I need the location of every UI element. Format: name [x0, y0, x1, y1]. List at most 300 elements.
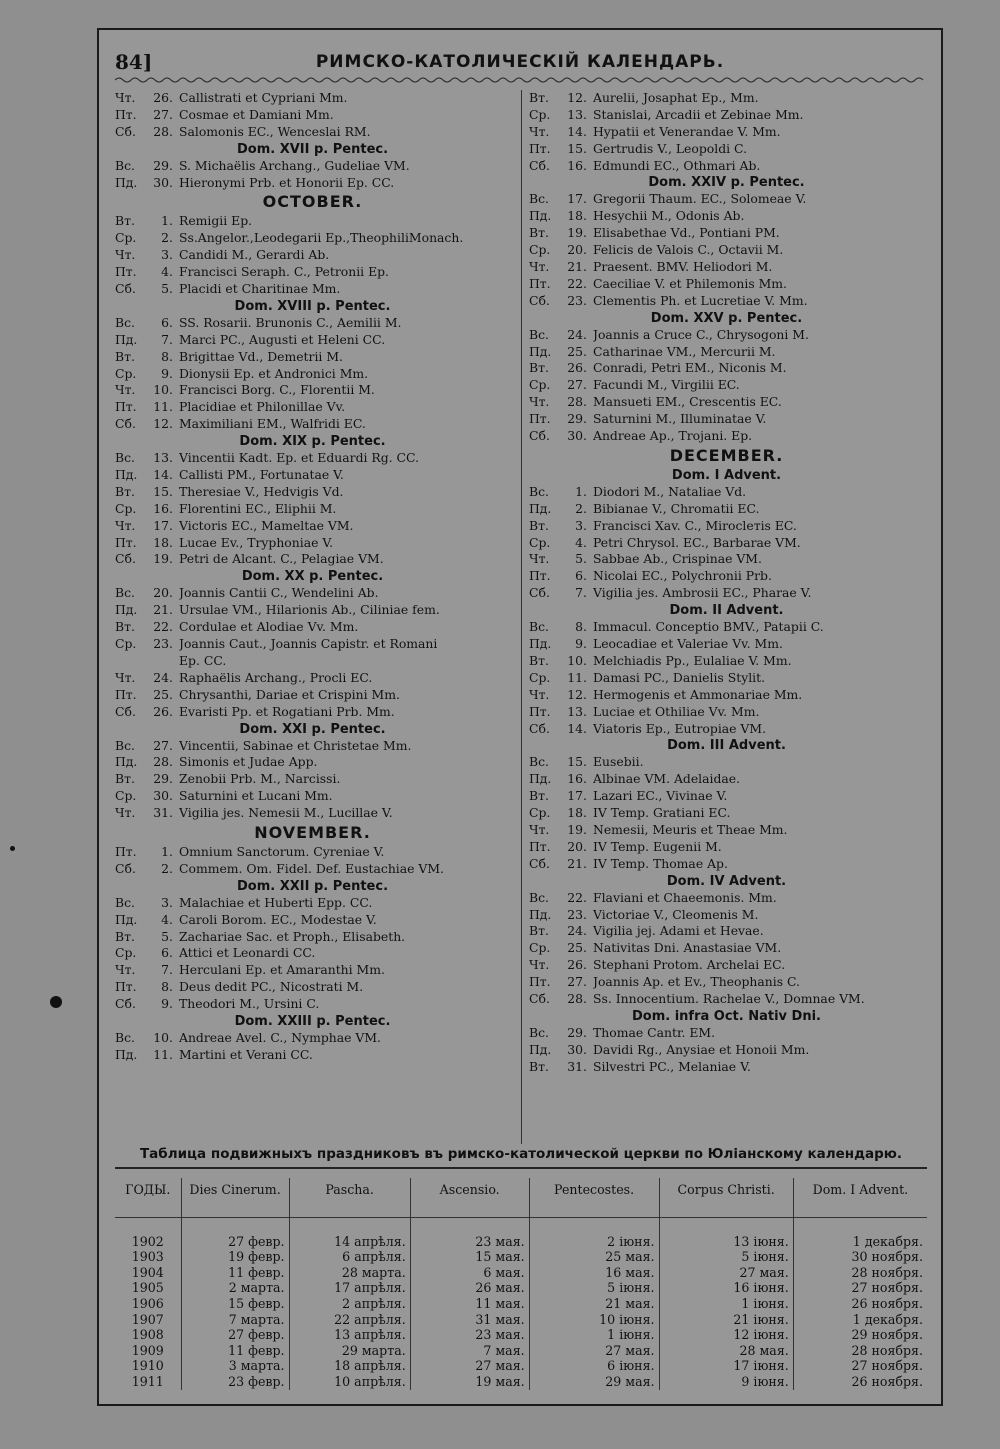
weekday-label: Чт.: [115, 669, 136, 685]
weekday-label: Ср.: [115, 788, 137, 804]
table-cell: 11 февр.: [181, 1343, 289, 1359]
calendar-day-entry: [115, 501, 510, 518]
day-number: 11.: [567, 669, 587, 685]
weekday-label: Ср.: [529, 805, 551, 821]
saints-text: Immacul. Conceptio BMV., Patapii C.: [593, 619, 824, 635]
table-cell: 27 мая.: [659, 1265, 793, 1281]
calendar-page: [97, 28, 943, 1406]
table-cell: 30 ноября.: [793, 1249, 927, 1265]
calendar-day-entry: [115, 788, 510, 805]
day-number: 26.: [153, 90, 173, 105]
saints-text: Elisabethae Vd., Pontiani PM.: [593, 225, 780, 241]
weekday-label: Чт.: [529, 551, 550, 567]
calendar-day-entry: [115, 230, 510, 247]
calendar-day-entry: [529, 225, 924, 242]
weekday-label: Чт.: [529, 394, 550, 410]
sunday-heading: Dom. XX p. Pentec.: [241, 569, 384, 585]
day-number: 10.: [567, 652, 587, 668]
saints-text: Hypatii et Venerandae V. Mm.: [593, 123, 781, 139]
weekday-label: Вс.: [529, 754, 549, 770]
page-header: [99, 44, 941, 80]
calendar-day-entry: [115, 264, 510, 281]
table-cell: 15 февр.: [181, 1296, 289, 1312]
table-cell: 25 мая.: [529, 1249, 659, 1265]
table-cell: 1905: [131, 1280, 164, 1296]
saints-text: IV Temp. Thomae Ap.: [593, 855, 728, 871]
saints-text: Petri Chrysol. EC., Barbarae VM.: [593, 534, 801, 550]
day-number: 16.: [567, 157, 587, 173]
day-number: 11.: [153, 399, 173, 415]
table-cell: 13 апрѣля.: [289, 1327, 410, 1343]
day-number: 19.: [567, 821, 587, 837]
calendar-day-entry: [115, 315, 510, 332]
saints-text: Victoriae V., Cleomenis M.: [593, 906, 759, 922]
saints-text: Stephani Protom. Archelai EC.: [593, 957, 786, 973]
day-number: 21.: [567, 855, 587, 871]
day-number: 28.: [153, 123, 173, 139]
saints-text: Francisci Xav. C., Miroclетis EC.: [593, 517, 797, 533]
weekday-label: Сб.: [115, 703, 136, 719]
table-cell: 1910: [131, 1358, 164, 1374]
table-cell: 1903: [131, 1249, 164, 1265]
weekday-label: Вс.: [115, 314, 135, 330]
weekday-label: Пт.: [115, 979, 137, 995]
day-number: 17.: [153, 517, 173, 533]
table-cell: 26 ноября.: [793, 1296, 927, 1312]
day-number: 8.: [161, 979, 173, 995]
calendar-day-entry: [115, 929, 510, 946]
saints-text: Ss.Angelor.,Leodegarii Ep.,TheophiliMonach.: [179, 230, 464, 246]
saints-text: Stanislai, Arcadii et Zebinae Mm.: [593, 106, 804, 122]
table-row: [115, 1374, 927, 1390]
weekday-label: Вс.: [529, 1024, 549, 1040]
calendar-day-entry: [529, 822, 924, 839]
calendar-day-entry: [529, 411, 924, 428]
calendar-day-entry: [529, 940, 924, 957]
day-number: 8.: [161, 348, 173, 364]
table-cell: 21 мая.: [529, 1296, 659, 1312]
calendar-day-entry: [115, 349, 510, 366]
weekday-label: Пд.: [115, 467, 138, 483]
calendar-day-entry: [529, 90, 924, 107]
weekday-label: Вс.: [115, 1029, 135, 1045]
saints-text: Commem. Om. Fidel. Def. Eustachiae VM.: [179, 860, 445, 876]
saints-text: Flaviani et Chaeemonis. Mm.: [593, 889, 777, 905]
weekday-label: Пт.: [529, 838, 551, 854]
table-cell: 3 марта.: [181, 1358, 289, 1374]
sunday-heading: Dom. XXII p. Pentec.: [236, 878, 389, 894]
table-header-cell: Ascensio.: [410, 1178, 529, 1218]
saints-text: Francisci Borg. C., Florentii M.: [179, 382, 375, 398]
weekday-label: Чт.: [529, 821, 550, 837]
table-cell: 10 іюня.: [529, 1312, 659, 1328]
day-number: 5.: [161, 928, 173, 944]
calendar-day-entry: [115, 895, 510, 912]
weekday-label: Ср.: [115, 230, 137, 246]
day-number: 6.: [575, 568, 587, 584]
weekday-label: Пд.: [115, 911, 138, 927]
calendar-day-entry: [115, 107, 510, 124]
calendar-day-entry: [115, 551, 510, 568]
day-number: 20.: [567, 838, 587, 854]
weekday-label: Вт.: [529, 360, 549, 376]
weekday-label: Пд.: [115, 174, 138, 190]
saints-text: Bibianae V., Chromatii EC.: [593, 500, 760, 516]
saints-text: Leocadiae et Valeriae Vv. Mm.: [593, 636, 783, 652]
table-row: [115, 1296, 927, 1312]
day-number: 9.: [161, 365, 173, 381]
table-cell: 27 мая.: [410, 1358, 529, 1374]
saints-text: IV Temp. Eugenii M.: [593, 838, 722, 854]
saints-text: Hesychii M., Odonis Ab.: [593, 208, 745, 224]
saints-text: Mansueti EM., Crescentis EC.: [593, 394, 782, 410]
weekday-label: Вт.: [115, 348, 135, 364]
weekday-label: Пт.: [529, 140, 551, 156]
sunday-heading: Dom. III Advent.: [667, 738, 786, 754]
calendar-day-entry: [529, 1025, 924, 1042]
table-header-rule: [115, 1218, 927, 1234]
saints-text: Attici et Leonardi CC.: [179, 945, 316, 961]
day-number: 26.: [567, 957, 587, 973]
saints-text: Raphaëlis Archang., Procli EC.: [179, 669, 373, 685]
calendar-day-entry: [115, 158, 510, 175]
saints-text: Joannis Cantii C., Wendelini Ab.: [179, 585, 379, 601]
calendar-day-entry: [115, 844, 510, 861]
table-cell: 16 мая.: [529, 1265, 659, 1281]
table-row: [115, 1358, 927, 1374]
table-cell: 23 февр.: [181, 1374, 289, 1390]
calendar-day-entry: [529, 208, 924, 225]
calendar-day-entry: [529, 568, 924, 585]
rule-cell: [793, 1218, 927, 1234]
weekday-label: Ср.: [529, 534, 551, 550]
saints-text: Thomae Cantr. EM.: [593, 1024, 716, 1040]
table-cell: 26 ноября.: [793, 1374, 927, 1390]
calendar-day-entry: [529, 721, 924, 738]
saints-text: Placidiae et Philonillae Vv.: [179, 399, 346, 415]
month-heading: DECEMBER.: [669, 445, 784, 465]
weekday-label: Вт.: [115, 928, 135, 944]
day-number: 18.: [567, 805, 587, 821]
weekday-label: Вс.: [529, 619, 549, 635]
right-calendar-column: [529, 90, 924, 1076]
table-header-cell: Pascha.: [289, 1178, 410, 1218]
saints-text: Omnium Sanctorum. Cyreniae V.: [179, 843, 385, 859]
rule-cell: [410, 1218, 529, 1234]
saints-text: Dionysii Ep. et Andronici Mm.: [179, 365, 369, 381]
weekday-label: Ср.: [115, 636, 137, 652]
column-divider: [521, 90, 522, 1144]
table-cell: 6 мая.: [410, 1265, 529, 1281]
day-number: 24.: [153, 669, 173, 685]
weekday-label: Чт.: [529, 957, 550, 973]
day-number: 16.: [567, 771, 587, 787]
day-number: 22.: [567, 889, 587, 905]
left-calendar-column: [115, 90, 510, 1064]
rule-cell: [115, 1218, 181, 1234]
table-header-cell: ГОДЫ.: [125, 1182, 171, 1197]
table-cell: 10 апрѣля.: [289, 1374, 410, 1390]
calendar-day-entry: [115, 996, 510, 1013]
calendar-day-entry: [529, 242, 924, 259]
calendar-day-entry: [529, 1042, 924, 1059]
calendar-day-entry: [529, 141, 924, 158]
weekday-label: Пд.: [115, 602, 138, 618]
saints-text: Herculani Ep. et Amaranthi Mm.: [179, 962, 385, 978]
calendar-day-entry: [529, 551, 924, 568]
weekday-label: Вт.: [115, 771, 135, 787]
day-number: 6.: [161, 314, 173, 330]
calendar-day-entry: [115, 602, 510, 619]
saints-text: Melchiadis Pp., Eulaliae V. Mm.: [593, 652, 792, 668]
weekday-label: Вт.: [529, 1058, 549, 1074]
calendar-day-entry: [115, 518, 510, 535]
saints-text: Joannis Caut., Joannis Capistr. et Romani: [179, 636, 438, 652]
table-cell: 27 ноября.: [793, 1280, 927, 1296]
calendar-day-entry: [115, 1047, 510, 1064]
calendar-day-entry: [529, 856, 924, 873]
saints-text: Francisci Seraph. C., Petronii Ep.: [179, 264, 389, 280]
weekday-label: Пт.: [115, 264, 137, 280]
day-number: 30.: [567, 1041, 587, 1057]
sunday-heading: Dom. XVIII p. Pentec.: [234, 298, 391, 314]
weekday-label: Сб.: [115, 551, 136, 567]
calendar-day-entry: [529, 974, 924, 991]
calendar-day-entry: [529, 344, 924, 361]
weekday-label: Вт.: [529, 90, 549, 105]
table-cell: 23 мая.: [410, 1234, 529, 1250]
weekday-label: Сб.: [529, 585, 550, 601]
day-number: 5.: [161, 281, 173, 297]
day-number: 13.: [153, 450, 173, 466]
calendar-day-entry: [529, 957, 924, 974]
weekday-label: Сб.: [115, 416, 136, 432]
day-number: 7.: [161, 331, 173, 347]
day-number: 22.: [153, 619, 173, 635]
saints-text: Vigilia jej. Adami et Hevae.: [593, 923, 764, 939]
weekday-label: Пт.: [115, 106, 137, 122]
calendar-day-entry: [115, 979, 510, 996]
day-number: 19.: [567, 225, 587, 241]
saints-text: Marci PC., Augusti et Heleni CC.: [179, 331, 386, 347]
sunday-heading: Dom. II Advent.: [669, 603, 784, 619]
calendar-day-entry: [115, 416, 510, 433]
weekday-label: Вс.: [115, 585, 135, 601]
weekday-label: Пд.: [529, 1041, 552, 1057]
calendar-day-entry: [115, 670, 510, 687]
day-number: 18.: [567, 208, 587, 224]
day-number: 13.: [567, 106, 587, 122]
day-number: 30.: [153, 788, 173, 804]
calendar-day-entry: [529, 754, 924, 771]
rule-cell: [529, 1218, 659, 1234]
calendar-day-entry: [115, 945, 510, 962]
calendar-day-entry: [115, 450, 510, 467]
day-number: 21.: [153, 602, 173, 618]
table-row: [115, 1343, 927, 1359]
weekday-label: Вт.: [115, 483, 135, 499]
saints-text: Theresiae V., Hedvigis Vd.: [179, 483, 344, 499]
calendar-day-entry: [529, 327, 924, 344]
calendar-day-entry: [115, 484, 510, 501]
sunday-heading: Dom. XVII p. Pentec.: [236, 141, 389, 157]
saints-text: Edmundi EC., Othmari Ab.: [593, 157, 761, 173]
day-number: 4.: [161, 264, 173, 280]
weekday-label: Ср.: [529, 377, 551, 393]
ink-blot: [50, 996, 62, 1008]
weekday-label: Пд.: [529, 636, 552, 652]
table-cell: 11 мая.: [410, 1296, 529, 1312]
weekday-label: Сб.: [529, 990, 550, 1006]
sunday-heading: Dom. XXV p. Pentec.: [650, 310, 803, 326]
saints-text: Nicolai EC., Polychronii Prb.: [593, 568, 772, 584]
saints-text: Damasi PC., Danielis Stylit.: [593, 669, 766, 685]
day-number: 1.: [161, 213, 173, 229]
calendar-day-entry: [529, 394, 924, 411]
calendar-day-entry: [529, 890, 924, 907]
saints-text: Ursulae VM., Hilarionis Ab., Ciliniae fem.: [179, 602, 440, 618]
weekday-label: Сб.: [529, 428, 550, 444]
table-cell: 27 мая.: [529, 1343, 659, 1359]
table-cell: 1907: [131, 1311, 164, 1327]
weekday-label: Пт.: [115, 686, 137, 702]
table-cell: 1906: [131, 1295, 164, 1311]
saints-text: Andreae Avel. C., Nymphae VM.: [179, 1029, 381, 1045]
saints-text: IV Temp. Gratiani EC.: [593, 805, 731, 821]
calendar-day-entry: [115, 382, 510, 399]
day-number: 18.: [153, 534, 173, 550]
saints-text: Deus dedit PC., Nicostrati M.: [179, 979, 364, 995]
calendar-day-entry: [529, 670, 924, 687]
weekday-label: Вт.: [115, 619, 135, 635]
saints-text: Conradi, Petri EM., Niconis M.: [593, 360, 787, 376]
wavy-rule: [115, 76, 927, 84]
saints-text: S. Michaëlis Archang., Gudeliae VM.: [179, 157, 410, 173]
table-cell: 27 февр.: [181, 1327, 289, 1343]
day-number: 17.: [567, 788, 587, 804]
saints-text: SS. Rosarii. Brunonis C., Aemilii M.: [179, 314, 402, 330]
calendar-day-entry: [115, 619, 510, 636]
day-number: 25.: [567, 343, 587, 359]
day-number: 15.: [153, 483, 173, 499]
saints-text: Nemesii, Meuris et Theae Mm.: [593, 821, 788, 837]
weekday-label: Сб.: [529, 720, 550, 736]
table-cell: 21 іюня.: [659, 1312, 793, 1328]
title-rule: [115, 1167, 927, 1169]
table-cell: 12 іюня.: [659, 1327, 793, 1343]
table-cell: 5 іюня.: [659, 1249, 793, 1265]
day-number: 27.: [567, 974, 587, 990]
table-row: [115, 1280, 927, 1296]
calendar-day-entry: [529, 771, 924, 788]
calendar-day-entry: [115, 636, 510, 653]
calendar-day-entry: [529, 377, 924, 394]
day-number: 17.: [567, 191, 587, 207]
calendar-day-entry: [115, 805, 510, 822]
rule-cell: [181, 1218, 289, 1234]
saints-text: Nativitas Dni. Anastasiae VM.: [593, 940, 782, 956]
day-number: 6.: [161, 945, 173, 961]
weekday-label: Сб.: [529, 855, 550, 871]
calendar-day-entry: [115, 175, 510, 192]
saints-text: Salomonis EC., Wenceslai RM.: [179, 123, 371, 139]
day-number: 14.: [567, 123, 587, 139]
weekday-label: Ср.: [115, 945, 137, 961]
saints-text: Vigilia jes. Ambrosii EC., Pharae V.: [593, 585, 812, 601]
weekday-label: Пд.: [115, 331, 138, 347]
calendar-day-entry: [529, 704, 924, 721]
saints-text: Victoris EC., Mameltae VM.: [179, 517, 354, 533]
calendar-day-entry: [115, 467, 510, 484]
saints-text: Hieronymi Prb. et Honorii Ep. CC.: [179, 174, 395, 190]
weekday-label: Вт.: [529, 652, 549, 668]
day-number: 23.: [567, 906, 587, 922]
saints-text: Callistrati et Cypriani Mm.: [179, 90, 348, 105]
day-number: 7.: [575, 585, 587, 601]
calendar-day-entry: [115, 687, 510, 704]
table-cell: 11 февр.: [181, 1265, 289, 1281]
calendar-day-entry: [115, 535, 510, 552]
calendar-day-entry: [529, 653, 924, 670]
calendar-day-entry: [115, 247, 510, 264]
saints-text: Martini et Verani CC.: [179, 1046, 313, 1062]
table-header-cell: Dies Cinerum.: [181, 1178, 289, 1218]
ink-speck: [10, 846, 15, 851]
table-cell: 1 декабря.: [793, 1312, 927, 1328]
table-cell: 2 іюня.: [529, 1234, 659, 1250]
calendar-day-entry: [529, 585, 924, 602]
sunday-heading: Dom. IV Advent.: [666, 873, 787, 889]
table-cell: 16 іюня.: [659, 1280, 793, 1296]
table-cell: 29 марта.: [289, 1343, 410, 1359]
calendar-day-entry: [115, 585, 510, 602]
saints-text: Diodori M., Nataliae Vd.: [593, 483, 747, 499]
day-number: 13.: [567, 703, 587, 719]
day-number: 30.: [153, 174, 173, 190]
saints-text: Gregorii Thaum. EC., Solomeae V.: [593, 191, 807, 207]
weekday-label: Ср.: [529, 940, 551, 956]
day-number: 9.: [161, 996, 173, 1012]
day-number: 29.: [153, 157, 173, 173]
table-cell: 1904: [131, 1264, 164, 1280]
calendar-day-entry: [115, 90, 510, 107]
calendar-day-entry: [529, 158, 924, 175]
weekday-label: Сб.: [115, 281, 136, 297]
saints-text: Facundi M., Virgilii EC.: [593, 377, 740, 393]
sunday-heading: Dom. infra Oct. Nativ Dni.: [631, 1008, 821, 1024]
table-row: [115, 1327, 927, 1343]
weekday-label: Чт.: [115, 382, 136, 398]
table-cell: 1911: [131, 1373, 164, 1389]
day-number: 29.: [567, 411, 587, 427]
movable-feasts-title: Таблица подвижныхъ праздниковъ въ римско-католической церкви по Юліанскому календарю.: [139, 1146, 903, 1162]
saints-text: Sabbae Ab., Crispinae VM.: [593, 551, 762, 567]
saints-text: Maximiliani EM., Walfridi EC.: [179, 416, 366, 432]
page-number: 84]: [115, 50, 153, 74]
table-row: [115, 1249, 927, 1265]
calendar-day-entry: [529, 907, 924, 924]
day-number: 14.: [567, 720, 587, 736]
day-number: 20.: [153, 585, 173, 601]
day-number: 21.: [567, 259, 587, 275]
day-number: 28.: [153, 754, 173, 770]
weekday-label: Ср.: [529, 242, 551, 258]
day-number: 26.: [567, 360, 587, 376]
weekday-label: Пд.: [115, 754, 138, 770]
table-cell: 7 марта.: [181, 1312, 289, 1328]
weekday-label: Пт.: [529, 275, 551, 291]
weekday-label: Сб.: [115, 860, 136, 876]
